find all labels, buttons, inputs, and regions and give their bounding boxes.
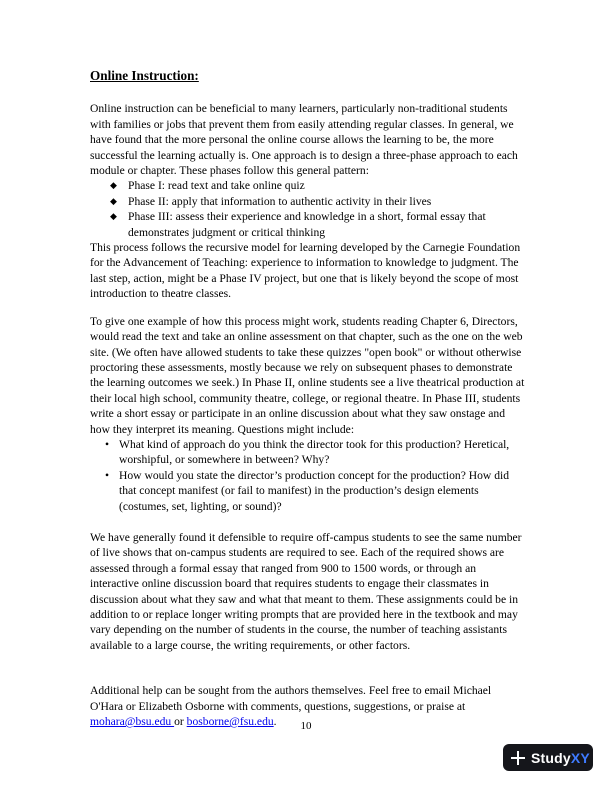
page-number: 10 <box>300 720 312 732</box>
plus-icon <box>511 751 525 765</box>
contact-paragraph: Additional help can be sought from the authors themselves. Feel free to email Michael O'Hara or Elizabeth Osborne with comments, questions, suggestions, or praise at mohara@bsu.edu or bosborne@fsu.edu. <box>90 684 492 729</box>
page-content <box>90 68 526 729</box>
disc-bullet-icon: • <box>105 468 110 482</box>
question-list <box>90 437 526 514</box>
process-paragraph: This process follows the recursive model for learning developed by the Carnegie Foundation for the Advancement of Teaching: experience to information to knowledge to judgment. The last step, action, might be a Phase IV project, but one that is likely beyond the scope of most introduction to theatre classes. <box>90 241 521 301</box>
logo-text: StudyXY <box>531 749 590 766</box>
requirements-paragraph: We have generally found it defensible to require off-campus students to see the same number of live shows that on-campus students are required to see. Each of the required shows are assessed through a formal essay that ranged from 900 to 1500 words, or through an interactive online discussion board that requires students to engage their classmates in discussion about what they saw and what that meant to them. These assignments could be in addition to or replace longer writing prompts that are provided here in the textbook and may vary depending on the number of students in the course, the number of teaching assistants available to a large course, the writing requirements, or other factors. <box>90 530 522 652</box>
diamond-bullet-icon: ◆ <box>110 180 117 191</box>
diamond-bullet-icon: ◆ <box>110 211 117 222</box>
list-item: • What kind of approach do you think the director took for this production? Heretical, worshipful, or somewhere in between? Why? <box>105 437 510 467</box>
disc-bullet-icon: • <box>105 437 110 451</box>
diamond-bullet-icon: ◆ <box>110 195 117 206</box>
list-item: ◆ Phase III: assess their experience and knowledge in a short, formal essay that demonstrates judgment or critical thinking <box>110 210 486 239</box>
phase-list <box>90 178 526 240</box>
studyxy-logo[interactable] <box>503 744 593 771</box>
email-link-mohara[interactable]: mohara@bsu.edu <box>90 715 175 729</box>
list-item: ◆ Phase I: read text and take online quiz <box>110 179 305 193</box>
list-item: • How would you state the director’s production concept for the production? How did that concept manifest (or fail to manifest) in the production’s design elements (costumes, set, lighting, or sound)? <box>105 468 510 513</box>
list-item: ◆ Phase II: apply that information to authentic activity in their lives <box>110 194 432 208</box>
email-link-bosborne[interactable]: bosborne@fsu.edu <box>186 715 274 729</box>
section-title: Online Instruction: <box>90 68 199 83</box>
intro-paragraph: Online instruction can be beneficial to many learners, particularly non-traditional students with families or jobs that prevent them from easily attending regular classes. In general, we have found that the more personal the online course allows the learning to be, the more successful the learning actually is. One approach is to design a three-phase approach to each module or chapter. These phases follow this general pattern: <box>90 102 518 178</box>
example-paragraph: To give one example of how this process might work, students reading Chapter 6, Directors, would read the text and take an online assessment on that chapter, such as the one on the web site. (We often have allowed students to take these quizzes "open book" or without otherwise proctoring these assessments, mostly because we rely on subsequent phases to demonstrate the learning outcomes we seek.) In Phase II, online students see a live theatrical production at their local high school, community theatre, college, or regional theatre. In Phase III, students write a short essay or participate in an online discussion about what they saw onstage and how they interpret its meaning. Questions might include: <box>90 314 525 436</box>
